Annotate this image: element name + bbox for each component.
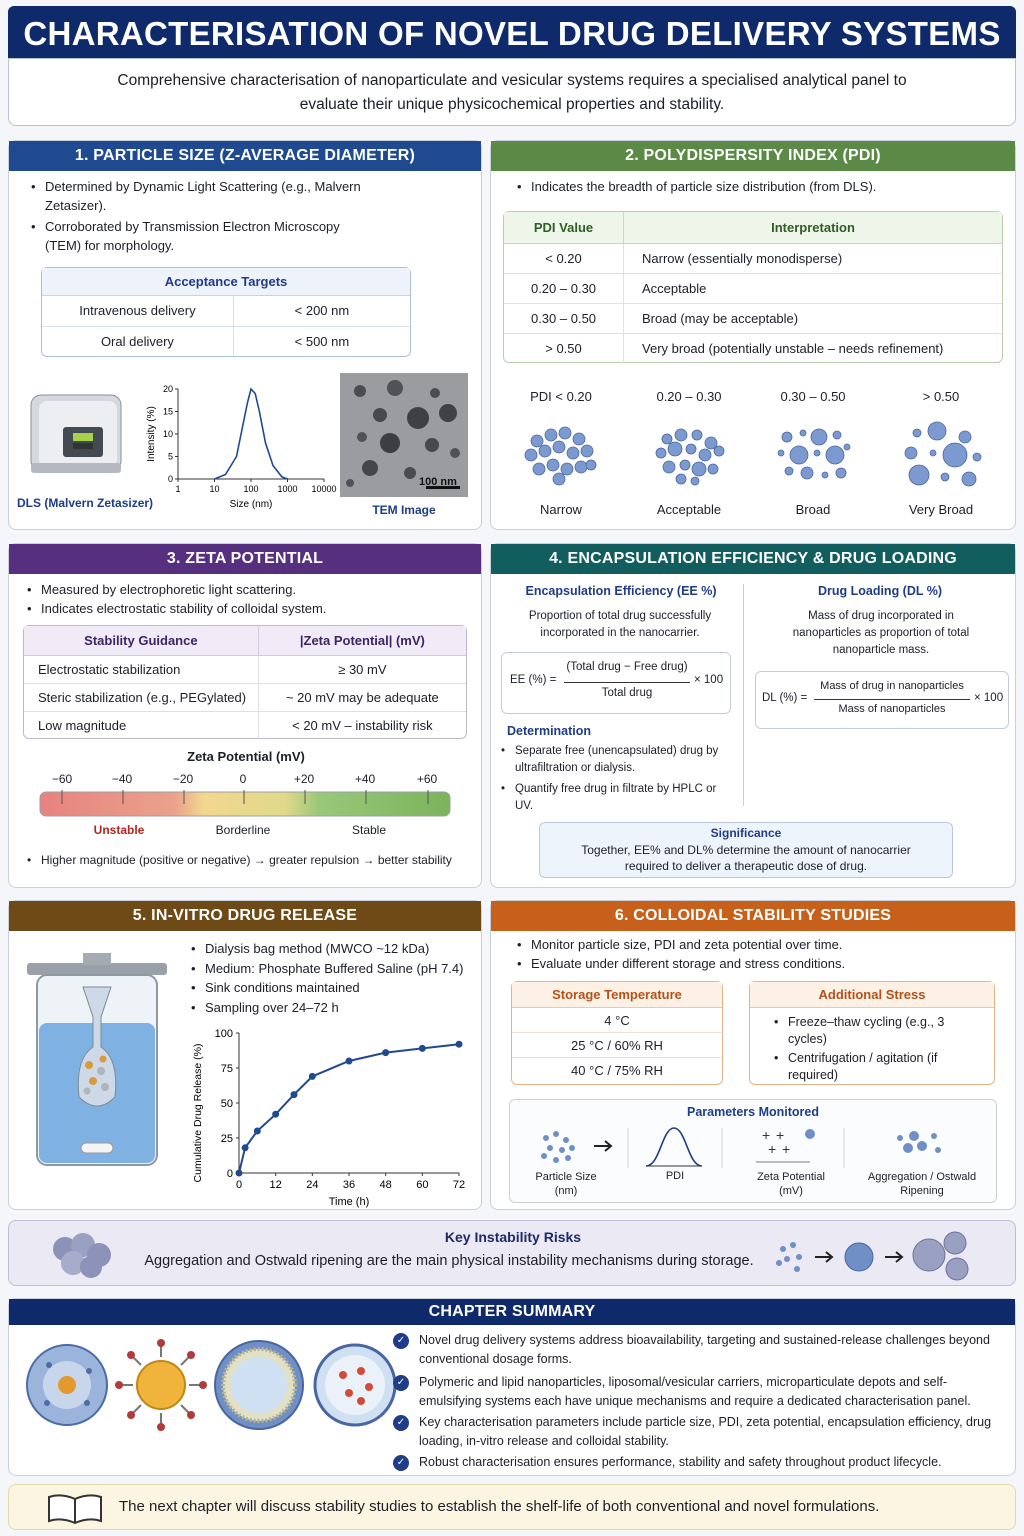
particle (836, 468, 846, 478)
particle (941, 473, 949, 481)
dl-formula (755, 671, 1009, 729)
data-point (346, 1058, 353, 1065)
y-tick-label: 0 (226, 1168, 233, 1180)
pdi-illus-label: 0.30 – 0.50 (780, 389, 846, 404)
chapter-summary (8, 1298, 1016, 1476)
bullet-item: • Indicates electrostatic stability of colloidal system. (27, 599, 467, 618)
x-tick-label: 12 (269, 1179, 282, 1191)
bullet-list (517, 935, 1007, 973)
table-cell: Intravenous delivery (42, 296, 233, 326)
parameters-icons (510, 1124, 998, 1172)
dl-title: Drug Loading (DL %) (817, 584, 943, 598)
table-row (504, 243, 1002, 273)
table-cell: Oral delivery (42, 326, 233, 356)
summary-item (393, 1331, 1003, 1369)
particle (553, 441, 565, 453)
acceptance-table (41, 267, 411, 357)
x-tick-label: 60 (416, 1179, 429, 1191)
x-tick-label: 36 (342, 1179, 356, 1191)
bullet-item: • Determined by Dynamic Light Scattering (e.g., Malvern Zetasizer). (31, 177, 361, 215)
formula-numerator: (Total drug − Free drug) (566, 661, 688, 673)
table-cell: ≥ 30 mV (338, 661, 387, 677)
section-zeta-potential (8, 543, 482, 888)
y-tick-label: 50 (220, 1098, 233, 1110)
particle (943, 443, 967, 467)
page-title: CHARACTERISATION OF NOVEL DRUG DELIVERY SYSTEMS (8, 6, 1016, 60)
micelle-icon (115, 1339, 207, 1431)
section-header: 6. COLLOIDAL STABILITY STUDIES (491, 901, 1015, 931)
zeta-footer (27, 851, 477, 870)
zeta-table (23, 625, 467, 739)
table-cell: < 500 nm (294, 333, 350, 349)
table-cell: Low magnitude (24, 711, 258, 739)
y-tick-label: 20 (162, 384, 173, 394)
pdi-illus-caption: Narrow (540, 502, 582, 517)
pdi-illus-label: PDI < 0.20 (530, 389, 592, 404)
x-tick-label: 48 (379, 1179, 392, 1191)
zeta-scale-bar (39, 790, 451, 818)
y-tick-label: 25 (220, 1133, 233, 1145)
table-cell: Acceptable (642, 280, 707, 296)
parameter-label: PDI (665, 1170, 685, 1182)
zone-label-borderline: Borderline (215, 823, 271, 837)
section-pdi (490, 140, 1016, 530)
pdi-illus-label: > 0.50 (922, 389, 960, 404)
bullet-list (27, 580, 467, 618)
particle (930, 450, 936, 456)
parameter-label: Zeta Potential (mV) (757, 1171, 825, 1197)
table-row (24, 683, 466, 711)
section-header: 5. IN-VITRO DRUG RELEASE (9, 901, 481, 931)
storage-table (511, 981, 723, 1085)
particle (547, 459, 559, 471)
formula-lhs: EE (%) = (510, 674, 557, 686)
particle (581, 445, 593, 457)
y-tick-label: 100 (214, 1028, 233, 1040)
particle (801, 467, 813, 479)
particle (800, 430, 806, 436)
table-cell: 4 °C (512, 1008, 722, 1033)
stress-list (750, 1008, 994, 1084)
summary-text: Polymeric and lipid nanoparticles, liposomal/vesicular carriers, microparticulate depots and self-emulsifying systems each have unique mechanisms and require a dedicated characterisation panel. (419, 1375, 971, 1408)
table-cell: < 0.20 (504, 243, 624, 273)
table-header-row (504, 212, 1002, 243)
particle (559, 427, 571, 439)
x-tick-label: 0 (235, 1179, 243, 1191)
bullet-item: • Corroborated by Transmission Electron Microscopy (TEM) for morphology. (31, 217, 361, 255)
table-title: Acceptance Targets (42, 268, 410, 296)
particle (790, 446, 808, 464)
significance-title: Significance (710, 826, 782, 840)
particle (811, 429, 827, 445)
particle (692, 462, 706, 476)
data-point (242, 1144, 249, 1151)
section-encapsulation (490, 543, 1016, 888)
table-row (42, 296, 410, 326)
particle (692, 430, 702, 440)
y-tick-label: 15 (162, 406, 173, 417)
particle (708, 464, 718, 474)
bullet-list (517, 177, 997, 196)
particle (567, 447, 579, 459)
pdi-illus-caption: Acceptable (656, 502, 722, 517)
bullet-list (31, 177, 361, 255)
bullet-item: • Measured by electrophoretic light scattering. (27, 580, 467, 599)
bullet-item: • Monitor particle size, PDI and zeta potential over time. (517, 935, 1007, 954)
determination-list (501, 743, 731, 815)
table-cell: 25 °C / 60% RH (512, 1033, 722, 1058)
zeta-tick-label: −60 (51, 772, 73, 786)
particle (833, 431, 841, 439)
pdi-illus-caption: Broad (795, 502, 831, 517)
zeta-tick-label: −40 (111, 772, 133, 786)
particle (662, 434, 672, 444)
summary-item (393, 1453, 1003, 1472)
bullet-item: • Evaluate under different storage and stress conditions. (517, 954, 1007, 973)
particle (905, 447, 917, 459)
data-point (291, 1091, 298, 1098)
table-row (504, 333, 1002, 363)
zeta-tick-label: +20 (293, 772, 315, 786)
zone-label-stable: Stable (351, 823, 387, 837)
table-row (24, 655, 466, 683)
zeta-tick-label: +60 (416, 772, 438, 786)
table-header-row (24, 626, 466, 655)
polymeric-nanoparticle-icon (27, 1345, 107, 1425)
table-row (504, 273, 1002, 303)
parameters-box (509, 1099, 997, 1203)
dls-size-chart (134, 379, 337, 514)
dialysis-beaker-icon (23, 947, 173, 1177)
x-axis-label: Time (h) (328, 1196, 370, 1208)
formula-lhs: DL (%) = (762, 692, 808, 704)
particle (973, 453, 981, 461)
x-axis-label: Size (nm) (229, 499, 273, 510)
x-tick-label: 72 (452, 1179, 466, 1191)
x-tick-label: 10000 (311, 484, 337, 494)
table-cell: < 200 nm (294, 303, 350, 319)
formula-divider (814, 699, 970, 700)
risks-text: Aggregation and Ostwald ripening are the main physical instability mechanisms during storage. (144, 1253, 754, 1269)
bullet-item: • Sink conditions maintained (191, 978, 481, 998)
table-row (24, 711, 466, 739)
y-tick-label: 10 (162, 429, 173, 439)
particle (663, 461, 675, 473)
zeta-scale-title: Zeta Potential (mV) (187, 749, 305, 764)
table-cell: ~ 20 mV may be adequate (285, 689, 439, 705)
bullet-item: • Quantify free drug in filtrate by HPLC or UV. (501, 781, 731, 815)
data-point (254, 1128, 261, 1135)
particle (928, 422, 946, 440)
x-tick-label: 100 (243, 484, 259, 494)
parameter-label: Aggregation / Ostwald Ripening (867, 1171, 977, 1197)
particle (553, 473, 565, 485)
aggregation-icon (897, 1131, 941, 1153)
particle (533, 463, 545, 475)
bullet-item: • Centrifugation / agitation (if required) (774, 1050, 980, 1084)
section-header: 4. ENCAPSULATION EFFICIENCY & DRUG LOADING (491, 544, 1015, 574)
table-cell: Steric stabilization (e.g., PEGylated) (24, 683, 258, 711)
particle (539, 445, 551, 457)
key-risks-banner (8, 1220, 1016, 1286)
parameters-title: Parameters Monitored (687, 1105, 819, 1119)
summary-text: Novel drug delivery systems address bioavailability, targeting and sustained-release challenges beyond conventional dosage forms. (419, 1333, 990, 1366)
risks-title: Key Instability Risks (444, 1229, 582, 1245)
svg-text:+: + (762, 1127, 771, 1143)
summary-item (393, 1413, 1003, 1451)
bullet-item: • Indicates the breadth of particle size distribution (from DLS). (517, 177, 997, 196)
section-header: 2. POLYDISPERSITY INDEX (PDI) (491, 141, 1015, 171)
data-point (456, 1041, 463, 1048)
series-line (215, 389, 288, 479)
dls-instrument-icon (19, 381, 139, 481)
data-point (309, 1073, 316, 1080)
particle-size-icon (541, 1131, 575, 1163)
pdi-illus-caption: Very Broad (908, 502, 974, 517)
table-cell: Electrostatic stabilization (24, 655, 258, 683)
intro-text: Comprehensive characterisation of nanoparticulate and vesicular systems requires a specialised analytical panel to evaluate their unique physicochemical properties and stability. (8, 58, 1016, 126)
table-cell: > 0.50 (504, 333, 624, 363)
particle (778, 450, 784, 456)
particle (686, 444, 696, 454)
section-colloidal-stability (490, 900, 1016, 1210)
particle (531, 435, 543, 447)
table-header-cell: Interpretation (771, 219, 855, 235)
table-title: Storage Temperature (512, 982, 722, 1008)
summary-header: CHAPTER SUMMARY (9, 1299, 1015, 1325)
particle (822, 472, 828, 478)
bullet-item: • Freeze–thaw cycling (e.g., 3 cycles) (774, 1014, 980, 1048)
table-row (504, 303, 1002, 333)
bullet-item: • Higher magnitude (positive or negative) → greater repulsion → better stability (27, 851, 477, 870)
particle (525, 449, 537, 461)
section-particle-size (8, 140, 482, 530)
table-header-cell: Stability Guidance (24, 626, 258, 655)
formula-numerator: Mass of drug in nanoparticles (820, 680, 964, 692)
summary-text: Key characterisation parameters include particle size, PDI, zeta potential, encapsulation efficiency, drug loading, in-vitro release and colloidal stability. (419, 1415, 992, 1448)
formula-multiplier: × 100 (974, 692, 1004, 704)
bullet-item: • Dialysis bag method (MWCO ~12 kDa) (191, 939, 481, 959)
table-cell: Narrow (essentially monodisperse) (642, 250, 843, 266)
bullet-item: • Medium: Phosphate Buffered Saline (pH 7.4) (191, 959, 481, 979)
zeta-charge-icon (756, 1127, 815, 1162)
data-point (419, 1045, 426, 1052)
formula-denominator: Mass of nanoparticles (838, 703, 946, 715)
y-axis-label: Cumulative Drug Release (%) (192, 1043, 204, 1183)
particle (909, 465, 929, 485)
x-tick-label: 1000 (277, 484, 298, 494)
particle (656, 448, 666, 458)
table-cell: 0.30 – 0.50 (504, 303, 624, 333)
zone-label-unstable: Unstable (93, 823, 145, 837)
bullet-item: • Sampling over 24–72 h (191, 998, 481, 1018)
table-row (42, 326, 410, 356)
data-point (272, 1111, 279, 1118)
svg-text:+: + (768, 1141, 777, 1157)
x-tick-label: 1 (175, 484, 181, 494)
open-book-icon (45, 1491, 105, 1525)
x-tick-label: 10 (209, 484, 220, 494)
particle (573, 433, 585, 445)
column-divider (743, 584, 744, 806)
table-cell: 40 °C / 75% RH (571, 1063, 663, 1078)
liposome-icon (215, 1341, 303, 1429)
check-icon: ✓ (393, 1333, 409, 1349)
significance-box (539, 822, 953, 878)
bullet-item: • Separate free (unencapsulated) drug by ultrafiltration or dialysis. (501, 743, 731, 777)
zeta-tick-label: −20 (172, 772, 194, 786)
formula-multiplier: × 100 (694, 674, 724, 686)
tem-scale-label: 100 nm (419, 476, 457, 488)
particle (561, 463, 573, 475)
particle (826, 446, 844, 464)
tem-caption: TEM Image (372, 503, 436, 517)
particle (699, 449, 711, 461)
formula-denominator: Total drug (601, 687, 653, 699)
ee-description: Proportion of total drug successfully incorporated in the nanocarrier. (528, 610, 712, 639)
data-point (382, 1049, 389, 1056)
release-chart (177, 1025, 477, 1207)
table-header-cell: PDI Value (504, 212, 624, 243)
vesicle-drug-icon (315, 1345, 395, 1425)
formula-divider (564, 682, 690, 683)
dl-description: Mass of drug incorporated in nanoparticles as proportion of total nanoparticle mass. (792, 610, 970, 656)
ostwald-ripening-icon (769, 1227, 989, 1283)
bell-curve-icon (646, 1128, 702, 1166)
summary-text: Robust characterisation ensures performance, stability and safety throughout product lifecycle. (419, 1455, 942, 1469)
x-tick-label: 24 (306, 1179, 319, 1191)
section-header: 1. PARTICLE SIZE (Z-AVERAGE DIAMETER) (9, 141, 481, 171)
particle (691, 477, 699, 485)
zeta-tick-label: +40 (354, 772, 376, 786)
particle (680, 460, 690, 470)
particle (586, 460, 596, 470)
y-tick-label: 75 (220, 1063, 233, 1075)
pdi-particle-illustrations (491, 413, 1017, 493)
particle (844, 444, 850, 450)
pdi-table (503, 211, 1003, 363)
section-header: 3. ZETA POTENTIAL (9, 544, 481, 574)
particle (575, 461, 587, 473)
particle (814, 450, 820, 456)
svg-text:+: + (776, 1127, 785, 1143)
significance-text: Together, EE% and DL% determine the amount of nanocarrier required to deliver a therapeutic dose of drug. (581, 843, 911, 873)
ee-title: Encapsulation Efficiency (EE %) (525, 584, 717, 598)
y-tick-label: 0 (167, 474, 173, 484)
arrow-icon (594, 1141, 611, 1151)
y-tick-label: 5 (167, 451, 173, 462)
pdi-illus-label: 0.20 – 0.30 (656, 389, 722, 404)
determination-title: Determination (507, 724, 592, 738)
stress-box (749, 981, 995, 1085)
section-drug-release (8, 900, 482, 1210)
particle (668, 442, 682, 456)
data-point (236, 1170, 243, 1177)
table-cell: < 20 mV – instability risk (292, 717, 433, 733)
summary-item (393, 1373, 1003, 1411)
check-icon: ✓ (393, 1375, 409, 1391)
nanocarrier-illustrations (19, 1335, 399, 1435)
particle (959, 431, 971, 443)
next-chapter-banner (8, 1484, 1016, 1530)
ee-formula (501, 652, 731, 714)
zeta-tick-label: 0 (239, 772, 247, 786)
next-chapter-text: The next chapter will discuss stability studies to establish the shelf-life of both conventional and novel formulations. (119, 1498, 880, 1515)
table-title: Additional Stress (750, 982, 994, 1008)
check-icon: ✓ (393, 1455, 409, 1471)
particle (962, 472, 976, 486)
check-icon: ✓ (393, 1415, 409, 1431)
parameter-label: Particle Size (nm) (535, 1171, 597, 1197)
table-cell: Broad (may be acceptable) (642, 310, 799, 326)
bullet-list (191, 939, 481, 1017)
particle (782, 432, 792, 442)
particle (785, 467, 793, 475)
particle (913, 429, 921, 437)
table-header-cell: |Zeta Potential| (mV) (299, 632, 425, 648)
particle (714, 446, 724, 456)
y-axis-label: Intensity (%) (146, 406, 157, 462)
table-cell: 0.20 – 0.30 (504, 273, 624, 303)
particle (676, 474, 686, 484)
dls-caption: DLS (Malvern Zetasizer) (17, 496, 154, 510)
table-cell: Very broad (potentially unstable – needs refinement) (642, 340, 944, 356)
svg-text:+: + (782, 1141, 791, 1157)
particle (545, 429, 557, 441)
particle (675, 429, 687, 441)
